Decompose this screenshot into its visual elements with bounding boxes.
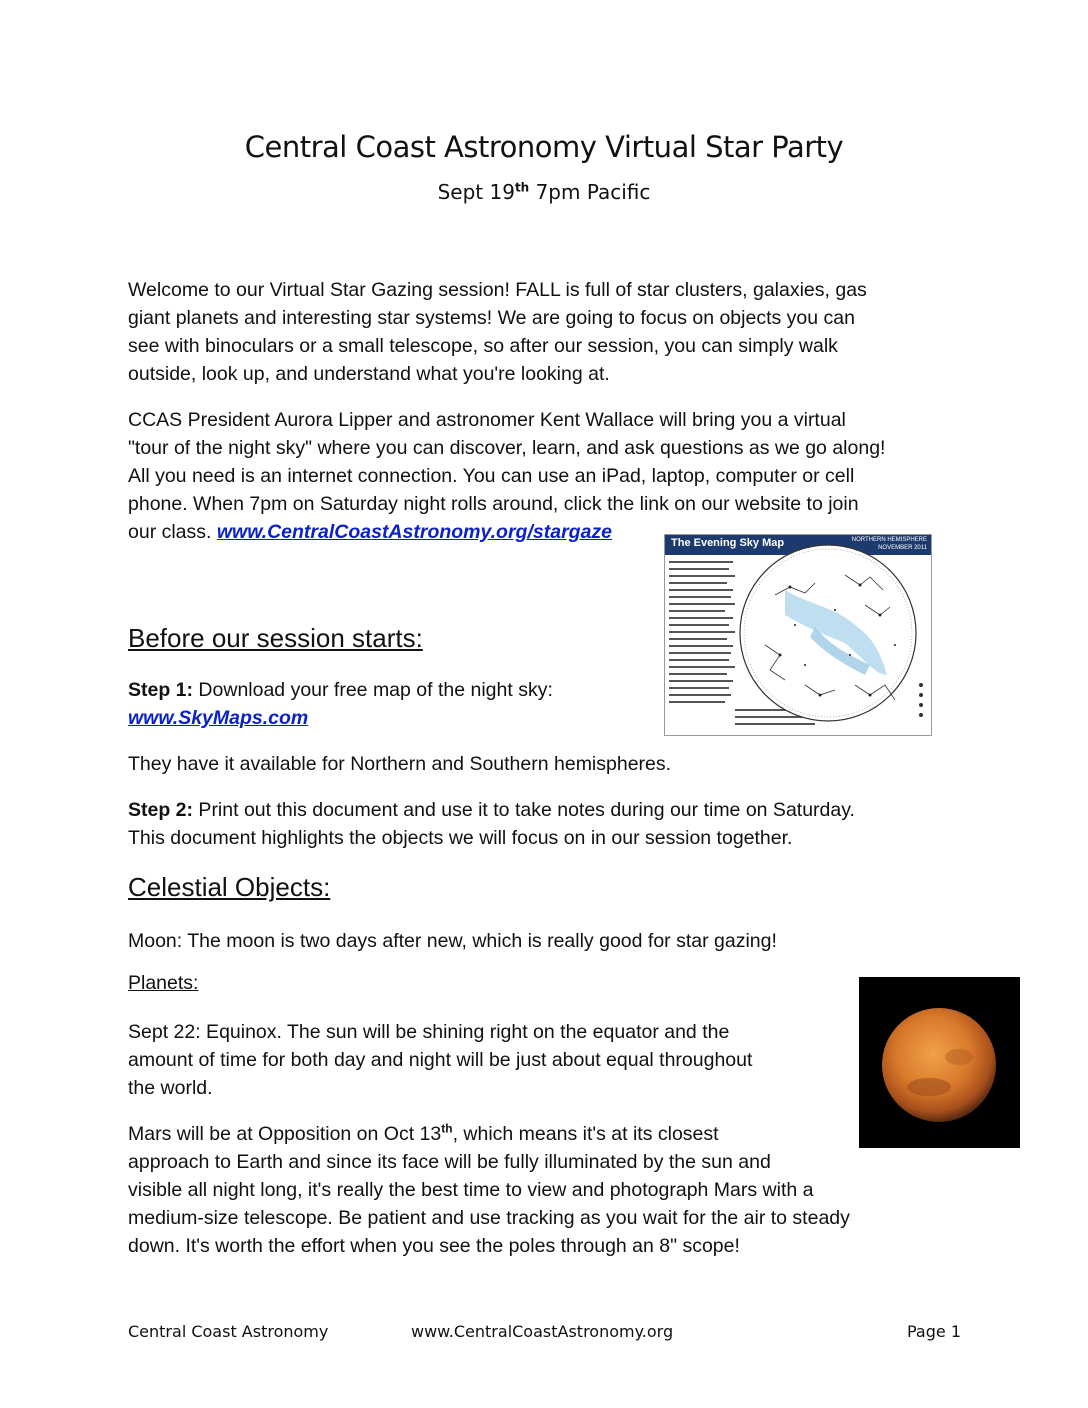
- time-text: 7pm Pacific: [529, 180, 651, 204]
- text-fragment: our class.: [128, 521, 217, 543]
- text-line: approach to Earth and since its face will be fully illuminated by the sun and: [128, 1151, 771, 1173]
- text-line: "tour of the night sky" where you can discover, learn, and ask questions as we go along!: [128, 437, 886, 459]
- text-line: All you need is an internet connection. You can use an iPad, laptop, computer or cell: [128, 465, 855, 487]
- text-line: Welcome to our Virtual Star Gazing session! FALL is full of star clusters, galaxies, gas: [128, 279, 867, 301]
- text-line: the world.: [128, 1077, 213, 1099]
- equinox-paragraph: [128, 1018, 752, 1102]
- step-label: Step 2:: [128, 799, 194, 821]
- text-line: phone. When 7pm on Saturday night rolls around, click the link on our website to join: [128, 493, 859, 515]
- date-suffix: th: [441, 1121, 453, 1136]
- mars-paragraph: [128, 1120, 850, 1260]
- section-heading-before: Before our session starts:: [128, 623, 423, 653]
- text-line: CCAS President Aurora Lipper and astronomer Kent Wallace will bring you a virtual: [128, 409, 846, 431]
- planets-heading: Planets:: [128, 972, 199, 994]
- text-line: [128, 704, 553, 732]
- text-line: [128, 676, 553, 704]
- mars-photo: [859, 977, 1020, 1148]
- step-2: [128, 796, 855, 852]
- text-fragment: Mars will be at Opposition on Oct 13: [128, 1123, 442, 1145]
- step-1: [128, 676, 553, 732]
- text-line: amount of time for both day and night will be just about equal throughout: [128, 1049, 753, 1071]
- text-line: see with binoculars or a small telescope, so after our session, you can simply walk: [128, 335, 838, 357]
- text-line: medium-size telescope. Be patient and use tracking as you wait for the air to steady: [128, 1207, 850, 1229]
- text-fragment: Print out this document and use it to take notes during our time on Saturday.: [193, 799, 855, 821]
- skymaps-link[interactable]: www.SkyMaps.com: [128, 707, 309, 729]
- text-line: down. It's worth the effort when you see the poles through an 8" scope!: [128, 1235, 740, 1257]
- mars-graphic: [859, 977, 1020, 1148]
- page-number: Page 1: [907, 1322, 961, 1341]
- hemispheres-note: They have it available for Northern and Southern hemispheres.: [128, 753, 672, 775]
- text-line: Sept 22: Equinox. The sun will be shining right on the equator and the: [128, 1021, 730, 1043]
- moon-note: Moon: The moon is two days after new, which is really good for star gazing!: [128, 930, 777, 952]
- footer-url: www.CentralCoastAstronomy.org: [411, 1322, 674, 1341]
- text-line: This document highlights the objects we will focus on in our session together.: [128, 827, 793, 849]
- text-line: giant planets and interesting star systems! We are going to focus on objects you can: [128, 307, 855, 329]
- text-fragment: , which means it's at its closest: [452, 1123, 719, 1145]
- text-line: [128, 796, 855, 824]
- step-label: Step 1:: [128, 679, 194, 701]
- footer-org: Central Coast Astronomy: [128, 1322, 329, 1341]
- text-line: outside, look up, and understand what you're looking at.: [128, 363, 610, 385]
- sky-map-month: NOVEMBER 2011: [878, 545, 927, 551]
- text-fragment: Download your free map of the night sky:: [193, 679, 553, 701]
- date-text: Sept 19: [437, 180, 515, 204]
- stargaze-link[interactable]: www.CentralCoastAstronomy.org/stargaze: [216, 521, 613, 543]
- text-line: visible all night long, it's really the best time to view and photograph Mars with a: [128, 1179, 814, 1201]
- sky-map-title: The Evening Sky Map: [671, 537, 785, 549]
- sky-map-image: [664, 534, 932, 736]
- page-title: Central Coast Astronomy Virtual Star Party: [244, 130, 844, 164]
- star-chart-graphic: [665, 535, 931, 735]
- intro-paragraph-1: [128, 276, 867, 388]
- intro-paragraph-2: [128, 406, 885, 546]
- sky-map-hemisphere: NORTHERN HEMISPHERE: [851, 537, 927, 543]
- date-suffix: th: [514, 180, 530, 195]
- event-date: [0, 180, 1088, 204]
- section-heading-celestial: Celestial Objects:: [128, 872, 331, 902]
- text-line: [128, 1120, 850, 1148]
